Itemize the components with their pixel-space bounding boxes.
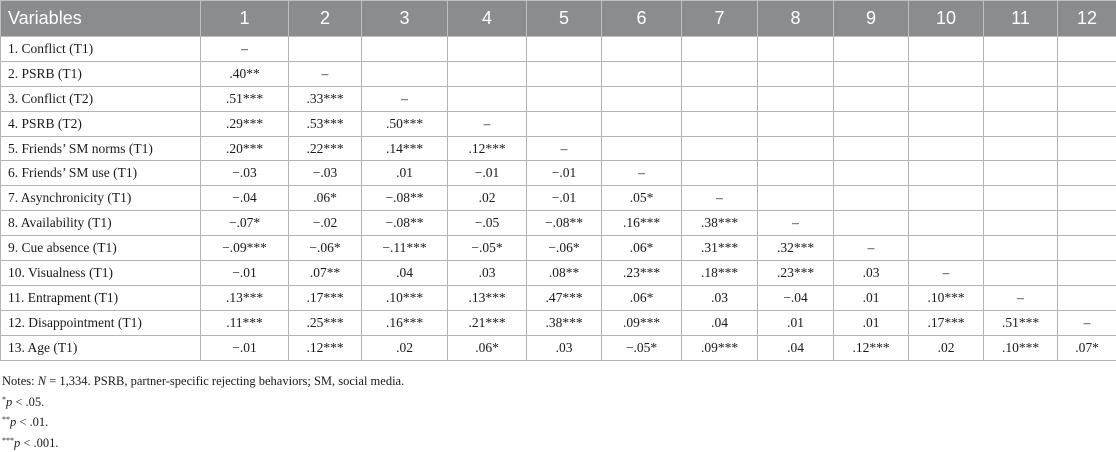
header-row	[1, 1, 1116, 37]
table-cell	[834, 37, 909, 62]
table-notes	[2, 372, 404, 452]
table-cell: .04	[362, 261, 448, 286]
row-label: 6. Friends’ SM use (T1)	[1, 161, 201, 186]
sig-stars: ***	[2, 436, 14, 445]
table-cell: −.05*	[448, 236, 527, 261]
table-cell: .10***	[984, 335, 1058, 360]
row-label: 3. Conflict (T2)	[1, 86, 201, 111]
row-label: 11. Entrapment (T1)	[1, 285, 201, 310]
table-cell: −.01	[527, 161, 602, 186]
table-cell: −.06*	[289, 236, 362, 261]
table-cell	[984, 61, 1058, 86]
table-cell: .38***	[682, 211, 758, 236]
header-col-10: 10	[909, 1, 984, 37]
table-cell: .03	[527, 335, 602, 360]
table-cell: .01	[362, 161, 448, 186]
table-cell: .07*	[1058, 335, 1116, 360]
table-cell	[758, 136, 834, 161]
table-cell: −.01	[448, 161, 527, 186]
table-cell	[834, 186, 909, 211]
table-cell	[984, 211, 1058, 236]
table-cell	[527, 61, 602, 86]
table-row	[1, 211, 1116, 236]
table-cell: .07**	[289, 261, 362, 286]
table-cell: .06*	[602, 285, 682, 310]
row-label: 1. Conflict (T1)	[1, 37, 201, 62]
table-cell: .08**	[527, 261, 602, 286]
table-cell	[834, 86, 909, 111]
table-cell: –	[758, 211, 834, 236]
table-cell: .12***	[289, 335, 362, 360]
header-col-8: 8	[758, 1, 834, 37]
table-cell	[984, 86, 1058, 111]
table-cell	[289, 37, 362, 62]
table-cell: −.03	[289, 161, 362, 186]
table-cell: –	[909, 261, 984, 286]
table-cell: .04	[758, 335, 834, 360]
table-cell: .21***	[448, 310, 527, 335]
table-row	[1, 236, 1116, 261]
table-cell: .25***	[289, 310, 362, 335]
table-cell	[758, 161, 834, 186]
table-cell	[984, 161, 1058, 186]
table-cell: .33***	[289, 86, 362, 111]
table-cell: .06*	[448, 335, 527, 360]
table-cell	[909, 211, 984, 236]
table-cell: .51***	[201, 86, 289, 111]
sig-note-001	[2, 432, 404, 452]
table-cell: .40**	[201, 61, 289, 86]
row-label: 10. Visualness (T1)	[1, 261, 201, 286]
table-cell: .12***	[448, 136, 527, 161]
table-cell: .11***	[201, 310, 289, 335]
table-cell	[834, 161, 909, 186]
table-cell: .18***	[682, 261, 758, 286]
table-cell	[602, 111, 682, 136]
table-cell: .23***	[758, 261, 834, 286]
table-cell: .05*	[602, 186, 682, 211]
table-cell	[909, 236, 984, 261]
table-cell: –	[289, 61, 362, 86]
table-cell: −.01	[201, 335, 289, 360]
table-body	[1, 37, 1116, 361]
table-cell: .23***	[602, 261, 682, 286]
table-cell	[909, 136, 984, 161]
table-cell: .17***	[909, 310, 984, 335]
table-cell: .32***	[758, 236, 834, 261]
table-cell	[527, 86, 602, 111]
table-cell: .14***	[362, 136, 448, 161]
table-cell	[834, 61, 909, 86]
table-cell	[834, 211, 909, 236]
row-label: 8. Availability (T1)	[1, 211, 201, 236]
table-cell: −.08**	[362, 211, 448, 236]
table-cell: .10***	[909, 285, 984, 310]
table-cell: −.11***	[362, 236, 448, 261]
table-cell: .01	[834, 310, 909, 335]
table-cell	[1058, 136, 1116, 161]
header-variables: Variables	[1, 1, 201, 37]
table-cell	[758, 86, 834, 111]
table-cell	[1058, 111, 1116, 136]
table-cell	[984, 186, 1058, 211]
table-row	[1, 111, 1116, 136]
table-header	[1, 1, 1116, 37]
sig-note-01	[2, 411, 404, 432]
header-col-5: 5	[527, 1, 602, 37]
table-cell	[1058, 161, 1116, 186]
table-cell: –	[201, 37, 289, 62]
table-cell	[602, 136, 682, 161]
row-label: 7. Asynchronicity (T1)	[1, 186, 201, 211]
table-cell	[448, 86, 527, 111]
table-cell: .04	[682, 310, 758, 335]
table-cell	[602, 61, 682, 86]
table-cell: –	[682, 186, 758, 211]
header-col-12: 12	[1058, 1, 1116, 37]
table-cell: .47***	[527, 285, 602, 310]
sig-text: < .001.	[20, 436, 58, 450]
table-cell: −.03	[201, 161, 289, 186]
notes-text: = 1,334. PSRB, partner-specific rejecting behaviors; SM, social media.	[46, 374, 404, 388]
table-cell	[1058, 236, 1116, 261]
table-cell: .31***	[682, 236, 758, 261]
table-row	[1, 161, 1116, 186]
sig-stars: *	[2, 395, 6, 404]
table-cell: .03	[682, 285, 758, 310]
table-cell: –	[834, 236, 909, 261]
table-cell: .20***	[201, 136, 289, 161]
notes-prefix: Notes:	[2, 374, 38, 388]
table-cell	[984, 111, 1058, 136]
table-cell: .51***	[984, 310, 1058, 335]
table-cell: −.08**	[527, 211, 602, 236]
header-col-3: 3	[362, 1, 448, 37]
table-cell: −.02	[289, 211, 362, 236]
table-cell: .02	[362, 335, 448, 360]
notes-line	[2, 372, 404, 391]
table-cell	[682, 86, 758, 111]
header-col-7: 7	[682, 1, 758, 37]
table-cell: −.01	[201, 261, 289, 286]
table-cell: .02	[448, 186, 527, 211]
table-cell: .02	[909, 335, 984, 360]
table-cell	[362, 37, 448, 62]
table-cell	[1058, 86, 1116, 111]
sig-p: p	[10, 415, 16, 429]
table-cell	[984, 136, 1058, 161]
table-cell: .17***	[289, 285, 362, 310]
table-cell: .03	[834, 261, 909, 286]
table-cell: .06*	[289, 186, 362, 211]
table-cell: .53***	[289, 111, 362, 136]
table-cell: −.04	[758, 285, 834, 310]
table-cell: −.05*	[602, 335, 682, 360]
table-cell: −.01	[527, 186, 602, 211]
table-cell	[362, 61, 448, 86]
table-cell	[682, 161, 758, 186]
table-cell	[448, 37, 527, 62]
table-cell	[758, 37, 834, 62]
table-cell	[758, 111, 834, 136]
table-cell: .12***	[834, 335, 909, 360]
table-cell: .13***	[448, 285, 527, 310]
row-label: 2. PSRB (T1)	[1, 61, 201, 86]
table-cell	[1058, 61, 1116, 86]
table-cell	[527, 37, 602, 62]
table-cell	[682, 37, 758, 62]
table-cell: −.04	[201, 186, 289, 211]
table-cell: .38***	[527, 310, 602, 335]
sig-p: p	[14, 436, 20, 450]
sig-text: < .05.	[12, 395, 44, 409]
sig-note-05	[2, 391, 404, 412]
table-cell: –	[448, 111, 527, 136]
notes-n-symbol: N	[38, 374, 46, 388]
table-cell: .50***	[362, 111, 448, 136]
table-row	[1, 136, 1116, 161]
row-label: 5. Friends’ SM norms (T1)	[1, 136, 201, 161]
table-cell	[682, 111, 758, 136]
header-col-9: 9	[834, 1, 909, 37]
table-cell: −.09***	[201, 236, 289, 261]
table-cell	[909, 61, 984, 86]
table-row	[1, 61, 1116, 86]
table-cell	[909, 37, 984, 62]
table-cell	[1058, 186, 1116, 211]
table-cell: –	[984, 285, 1058, 310]
header-col-6: 6	[602, 1, 682, 37]
table-cell: .10***	[362, 285, 448, 310]
table-cell: .03	[448, 261, 527, 286]
table-cell: .01	[834, 285, 909, 310]
table-cell: −.07*	[201, 211, 289, 236]
row-label: 4. PSRB (T2)	[1, 111, 201, 136]
table-cell: .09***	[602, 310, 682, 335]
table-cell: .16***	[362, 310, 448, 335]
table-row	[1, 261, 1116, 286]
table-cell: –	[602, 161, 682, 186]
table-cell	[682, 61, 758, 86]
table-cell	[984, 37, 1058, 62]
table-cell: .06*	[602, 236, 682, 261]
table-row	[1, 285, 1116, 310]
table-cell	[682, 136, 758, 161]
table-cell	[834, 136, 909, 161]
sig-text: < .01.	[16, 415, 48, 429]
row-label: 13. Age (T1)	[1, 335, 201, 360]
table-row	[1, 37, 1116, 62]
table-cell	[834, 111, 909, 136]
table-cell	[1058, 285, 1116, 310]
table-cell	[984, 261, 1058, 286]
table-cell	[758, 61, 834, 86]
table-cell: .13***	[201, 285, 289, 310]
row-label: 12. Disappointment (T1)	[1, 310, 201, 335]
table-cell	[909, 111, 984, 136]
table-row	[1, 310, 1116, 335]
table-cell	[1058, 261, 1116, 286]
table-cell: .29***	[201, 111, 289, 136]
table-cell	[527, 111, 602, 136]
table-cell	[909, 186, 984, 211]
table-cell: −.05	[448, 211, 527, 236]
table-cell: −.08**	[362, 186, 448, 211]
table-cell: –	[362, 86, 448, 111]
table-cell: −.06*	[527, 236, 602, 261]
table-cell	[1058, 211, 1116, 236]
header-col-1: 1	[201, 1, 289, 37]
table-cell	[909, 86, 984, 111]
table-cell	[909, 161, 984, 186]
table-row	[1, 335, 1116, 360]
table-cell	[448, 61, 527, 86]
table-cell: .09***	[682, 335, 758, 360]
table-cell	[602, 37, 682, 62]
sig-stars: **	[2, 415, 10, 424]
sig-p: p	[6, 395, 12, 409]
table-row	[1, 86, 1116, 111]
table-cell: .01	[758, 310, 834, 335]
header-col-4: 4	[448, 1, 527, 37]
table-cell	[1058, 37, 1116, 62]
table-row	[1, 186, 1116, 211]
table-cell: .22***	[289, 136, 362, 161]
table-cell	[758, 186, 834, 211]
table-cell: .16***	[602, 211, 682, 236]
table-cell: –	[527, 136, 602, 161]
row-label: 9. Cue absence (T1)	[1, 236, 201, 261]
table-cell	[602, 86, 682, 111]
header-col-11: 11	[984, 1, 1058, 37]
header-col-2: 2	[289, 1, 362, 37]
table-cell	[984, 236, 1058, 261]
table-cell: –	[1058, 310, 1116, 335]
